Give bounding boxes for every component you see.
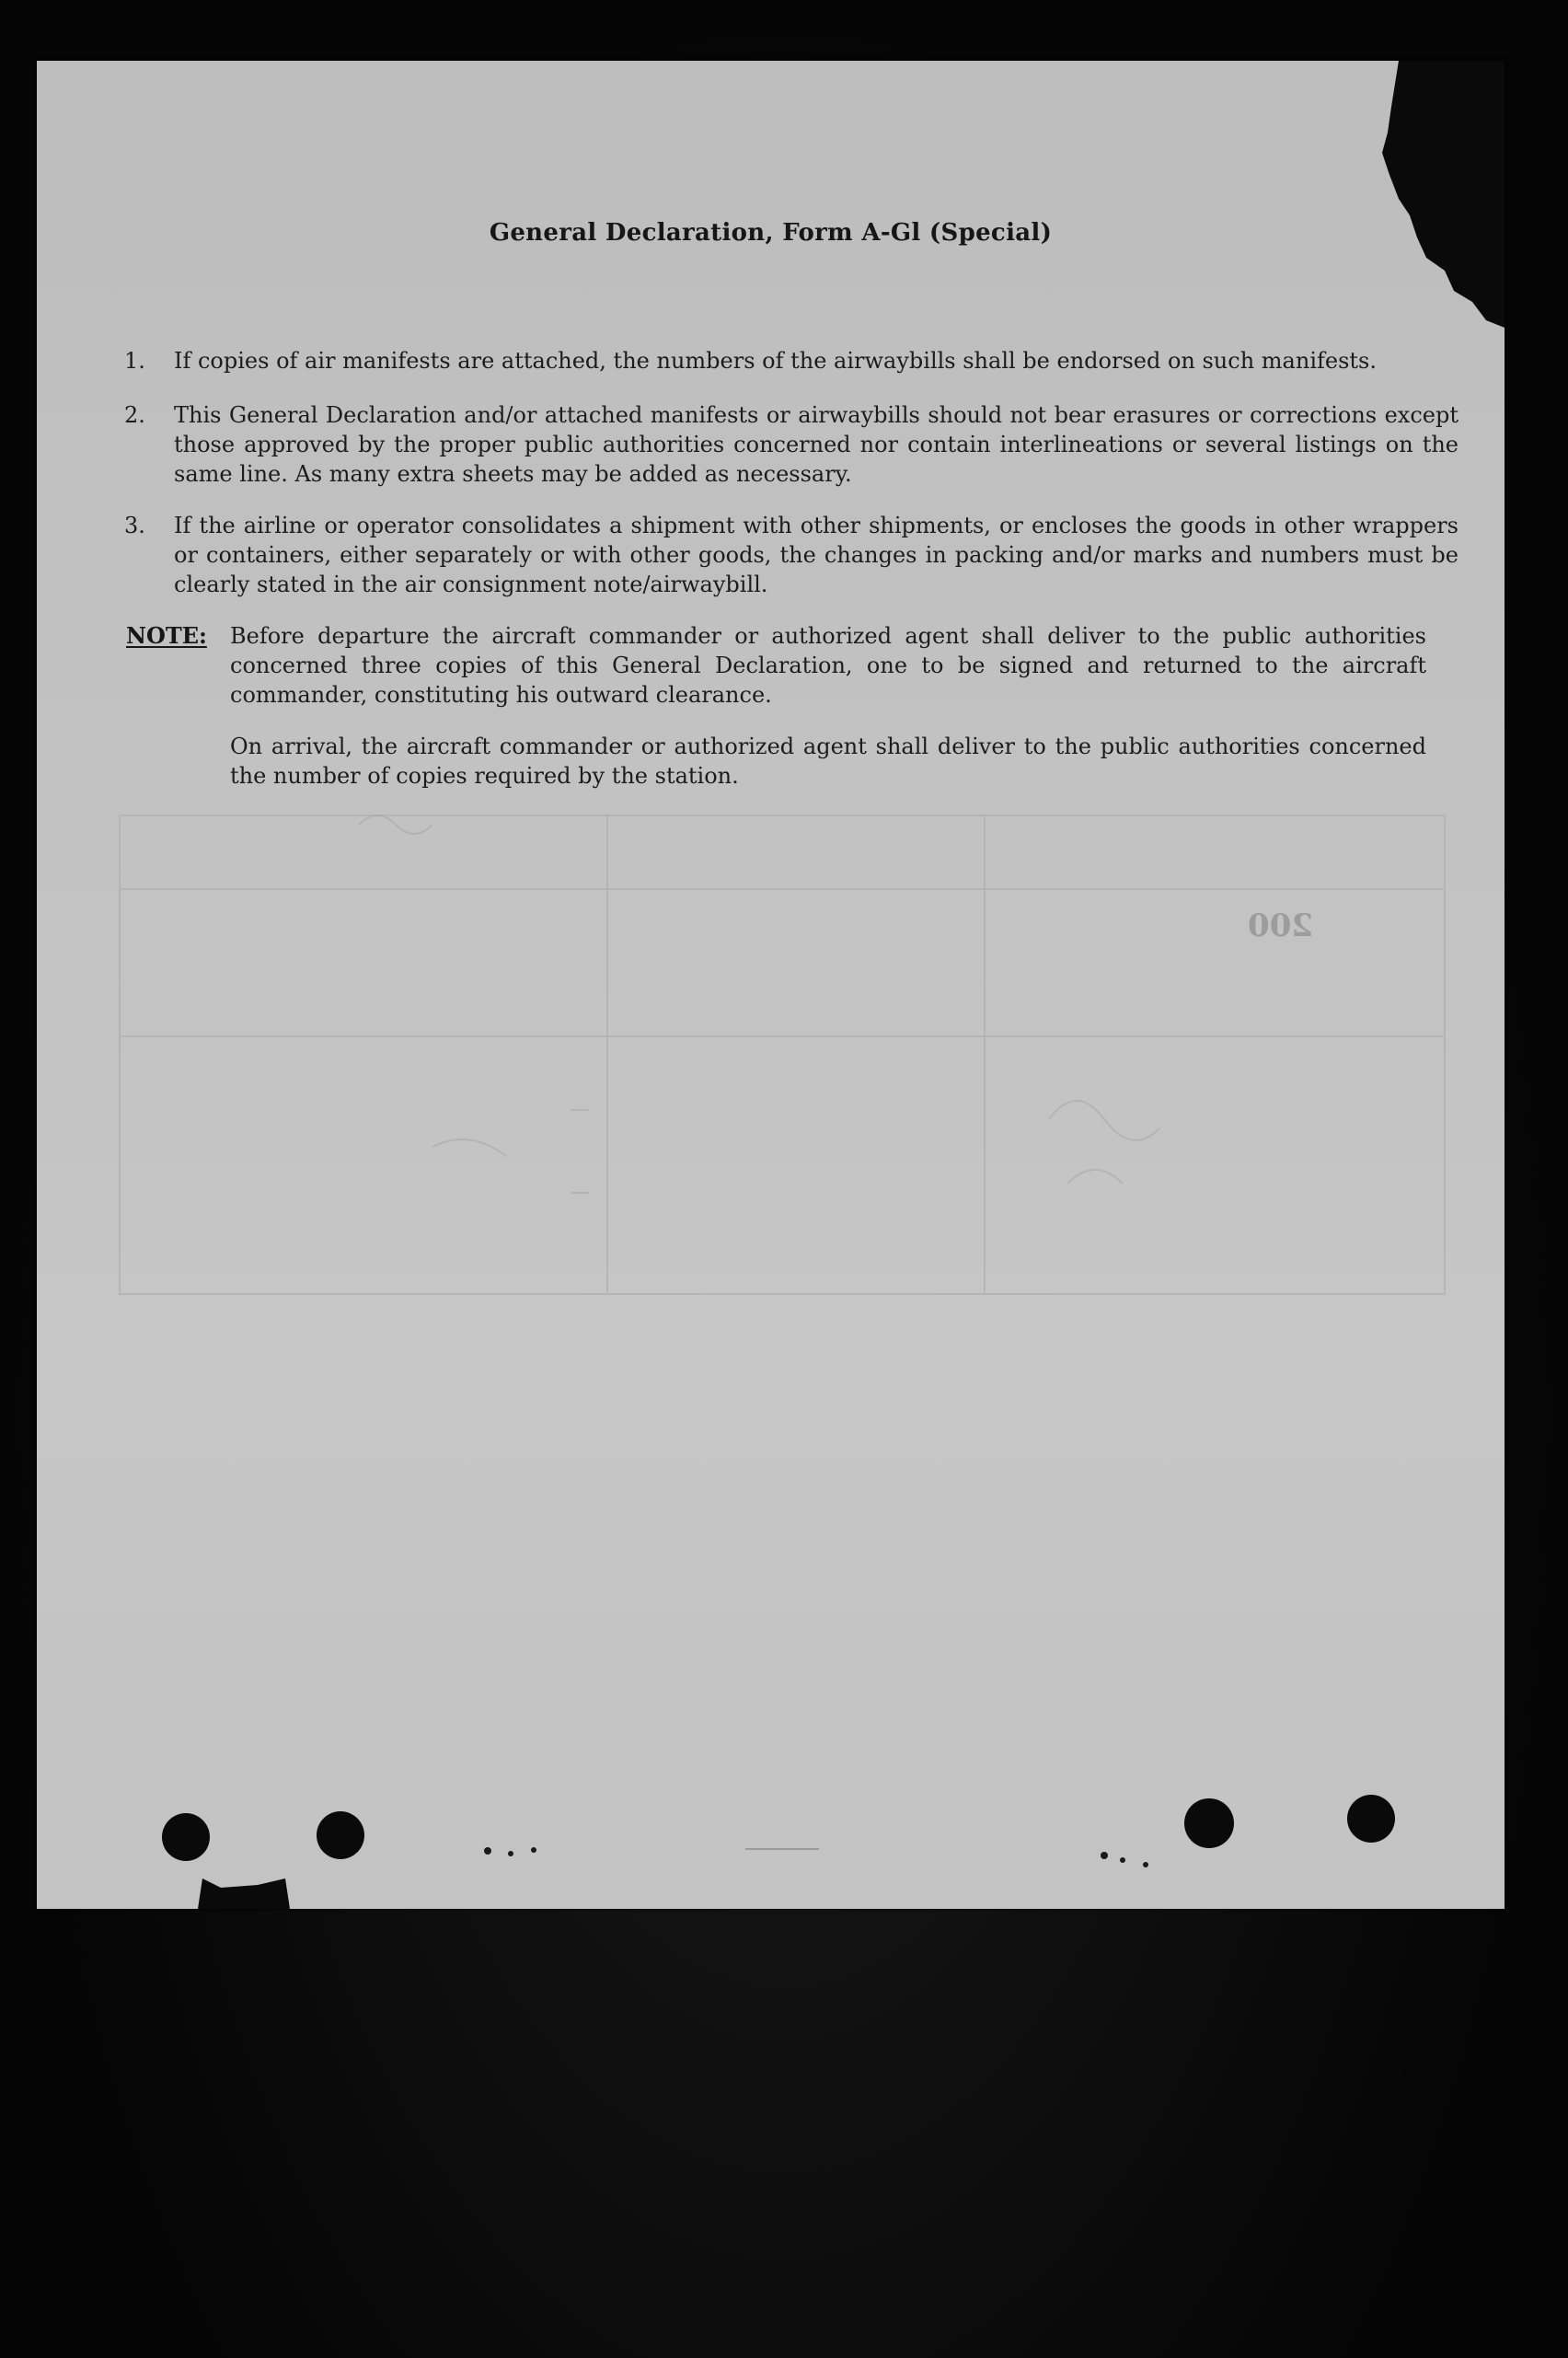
bottom-notch [198, 1878, 290, 1909]
item-number: 2. [124, 402, 145, 428]
note-label: NOTE: [126, 622, 207, 649]
document-page [37, 61, 1505, 1909]
bleed-through-form-lines [120, 815, 1445, 1294]
item-text: If copies of air manifests are attached, the numbers of the airwaybills shall be endorsed on such manifests. [174, 348, 1377, 374]
item-text: This General Declaration and/or attached manifests or airwaybills should not bear erasures or corrections except those approved by the proper public authorities concerned nor contain interlineations or several listings on the same line. As many extra sheets may be added as necessary. [174, 402, 1458, 487]
page-decorations [37, 61, 1505, 1909]
item-number: 1. [124, 348, 145, 374]
bleed-through-scribbles [359, 815, 1159, 1184]
bleed-through-number: 200 [1248, 907, 1313, 944]
punch-hole [1347, 1795, 1395, 1843]
item-text: If the airline or operator consolidates a shipment with other shipments, or encloses the goods in other wrappers or containers, either separately or with other goods, the changes in packing and/or marks and numbers must be clearly stated in the air consignment note/airwaybill. [174, 513, 1458, 597]
punch-hole [317, 1811, 364, 1859]
torn-corner [1382, 61, 1505, 328]
form-title: General Declaration, Form A-Gl (Special) [489, 219, 1053, 247]
item-number: 3. [124, 513, 145, 538]
specks [484, 1847, 1148, 1867]
punch-hole [162, 1813, 210, 1861]
note-paragraph-arrival: On arrival, the aircraft commander or authorized agent shall deliver to the public authorities concerned the number of copies required by the station. [230, 734, 1426, 789]
punch-hole [1184, 1798, 1234, 1848]
note-paragraph-departure: Before departure the aircraft commander or authorized agent shall deliver to the public authorities concerned three copies of this General Declaration, one to be signed and returned to the aircraft commander, constituting his outward clearance. [230, 623, 1426, 708]
